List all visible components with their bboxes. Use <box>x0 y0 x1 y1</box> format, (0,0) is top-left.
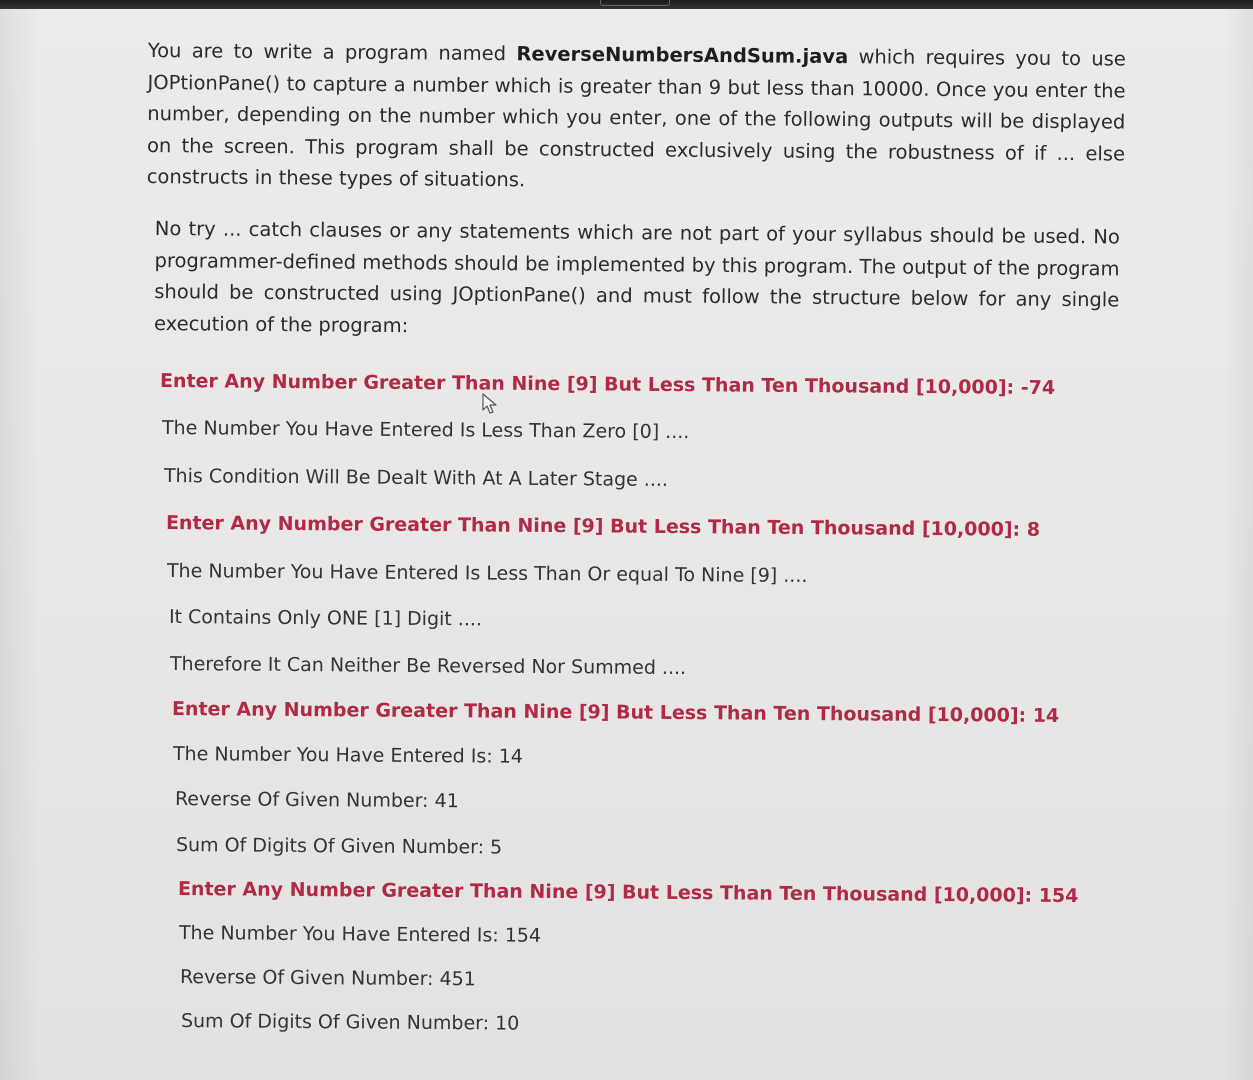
example-3-output-line: The Number You Have Entered Is: 14 <box>172 743 524 768</box>
example-4-output-line: Sum Of Digits Of Given Number: 10 <box>180 1010 520 1035</box>
example-1-output-line: This Condition Will Be Dealt With At A Later Stage .... <box>163 465 669 491</box>
intro-text-part2: which requires you to use JOPtionPane() to capture a number which is greater than 9 but less than 10000. Once you enter the number, depending on the number which you enter, one of the following outputs will be displayed on the screen. This program shall be constructed exclusively using the robustness of if ... else constructs in these types of situations. <box>146 45 1126 192</box>
example-2-output-line: The Number You Have Entered Is Less Than Or equal To Nine [9] .... <box>166 560 808 588</box>
example-1-output-line: The Number You Have Entered Is Less Than Zero [0] .... <box>161 417 690 444</box>
intro-paragraph-1 <box>147 35 1126 201</box>
intro-paragraph-2: No try ... catch clauses or any statements which are not part of your syllabus should be used. No programmer-defined methods should be implemented by this program. The output of the program should be constructed using JOptionPane() and must follow the structure below for any single execution of the program: <box>153 216 1120 337</box>
document-page <box>0 9 1253 1080</box>
example-1-prompt: Enter Any Number Greater Than Nine [9] But Less Than Ten Thousand [10,000]: -74 <box>159 370 1056 400</box>
example-3-output-line: Sum Of Digits Of Given Number: 5 <box>175 834 503 859</box>
example-4-prompt: Enter Any Number Greater Than Nine [9] But Less Than Ten Thousand [10,000]: 154 <box>177 878 1079 908</box>
program-filename: ReverseNumbersAndSum.java <box>516 42 849 69</box>
example-2-output-line: Therefore It Can Neither Be Reversed Nor Summed .... <box>169 653 687 680</box>
example-4-output-line: Reverse Of Given Number: 451 <box>179 966 476 991</box>
example-3-prompt: Enter Any Number Greater Than Nine [9] But Less Than Ten Thousand [10,000]: 14 <box>171 698 1060 727</box>
monitor-notch <box>600 0 670 6</box>
intro-text-part1: You are to write a program named <box>147 38 517 66</box>
example-2-output-line: It Contains Only ONE [1] Digit .... <box>168 606 483 631</box>
example-4-output-line: The Number You Have Entered Is: 154 <box>178 922 542 947</box>
example-3-output-line: Reverse Of Given Number: 41 <box>174 788 459 813</box>
example-2-prompt: Enter Any Number Greater Than Nine [9] But Less Than Ten Thousand [10,000]: 8 <box>165 512 1041 541</box>
mouse-pointer-icon <box>482 393 500 415</box>
